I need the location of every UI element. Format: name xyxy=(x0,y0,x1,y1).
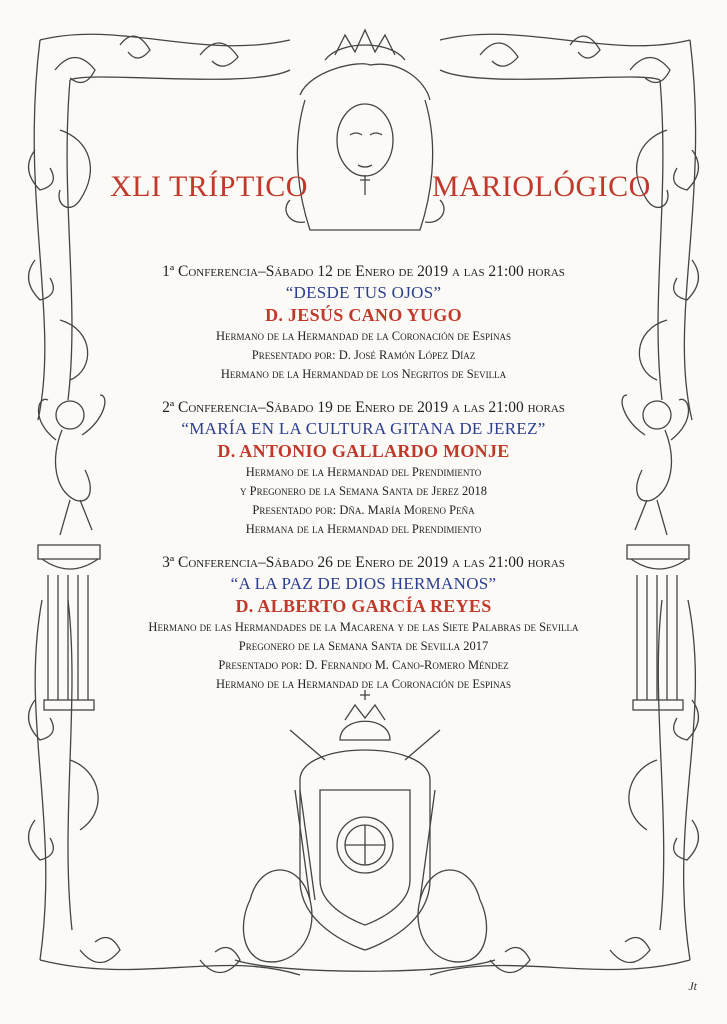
talk-title: “DESDE TUS OJOS” xyxy=(285,283,442,302)
speaker-detail: Hermano de la Hermandad de la Coronación de Espinas xyxy=(215,329,512,343)
speaker-name: D. ANTONIO GALLARDO MONJE xyxy=(217,441,510,461)
speaker-name: D. ALBERTO GARCÍA REYES xyxy=(235,596,492,616)
talk-title: “MARÍA EN LA CULTURA GITANA DE JEREZ” xyxy=(181,419,546,438)
title-left: XLI TRÍPTICO xyxy=(110,170,308,203)
artist-signature: Jt xyxy=(688,979,697,993)
presenter-detail: Presentado por: D. Fernando M. Cano-Romero Méndez xyxy=(218,658,509,672)
presenter-affiliation: Hermano de la Hermandad de los Negritos de Sevilla xyxy=(220,367,507,381)
presenter-affiliation: Hermana de la Hermandad del Prendimiento xyxy=(245,522,482,536)
speaker-detail: Hermano de las Hermandades de la Macarena y de las Siete Palabras de Sevilla xyxy=(148,620,579,634)
conference-heading: 3ª Conferencia–Sábado 26 de Enero de 2019 a las 21:00 horas xyxy=(162,554,565,571)
speaker-detail-2: y Pregonero de la Semana Santa de Jerez 2018 xyxy=(240,484,487,498)
title-right: MARIOLÓGICO xyxy=(432,170,651,203)
conference-heading: 1ª Conferencia–Sábado 12 de Enero de 2019 a las 21:00 horas xyxy=(162,263,565,280)
conference-2 xyxy=(90,398,637,539)
presenter-detail: Presentado por: D. José Ramón López Díaz xyxy=(251,348,476,362)
speaker-detail: Hermano de la Hermandad del Prendimiento xyxy=(245,465,482,479)
talk-title: “A LA PAZ DE DIOS HERMANOS” xyxy=(230,574,497,593)
conference-1 xyxy=(90,262,637,384)
conference-list xyxy=(90,262,637,708)
presenter-detail: Presentado por: Dña. María Moreno Peña xyxy=(252,503,475,517)
speaker-name: D. JESÚS CANO YUGO xyxy=(265,305,462,325)
conference-heading: 2ª Conferencia–Sábado 19 de Enero de 2019 a las 21:00 horas xyxy=(162,399,565,416)
speaker-detail-2: Pregonero de la Semana Santa de Sevilla 2017 xyxy=(238,639,489,653)
presenter-affiliation: Hermano de la Hermandad de la Coronación de Espinas xyxy=(215,677,512,691)
conference-3 xyxy=(90,553,637,694)
